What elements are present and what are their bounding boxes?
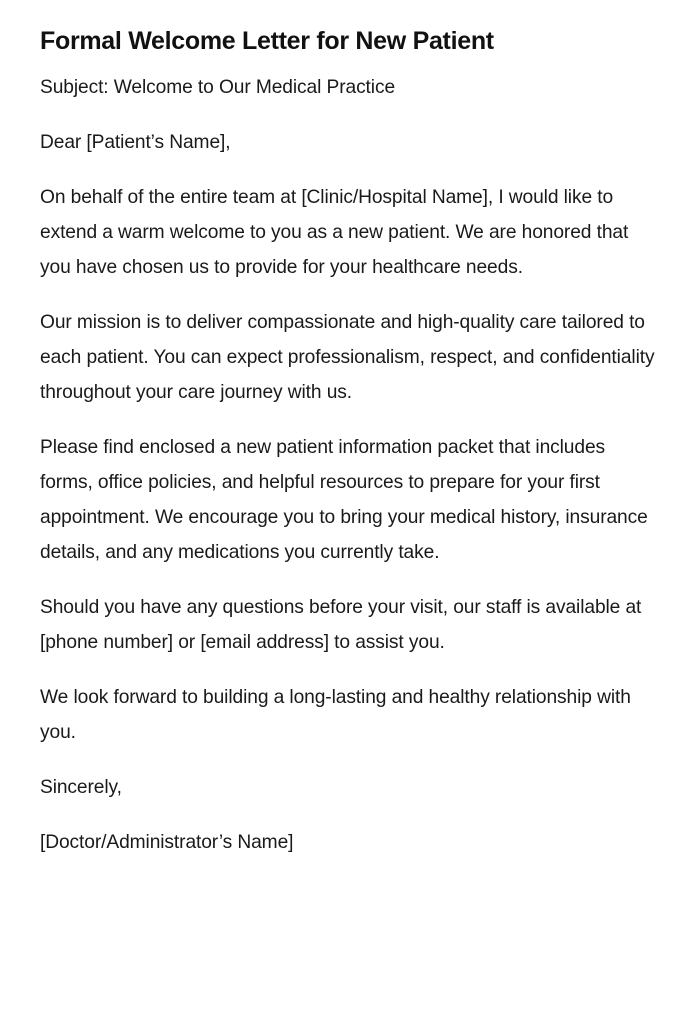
- greeting: Dear [Patient’s Name],: [40, 132, 231, 153]
- closing: Sincerely,: [40, 777, 122, 798]
- paragraph-packet: Please find enclosed a new patient information packet that includes forms, office policies, and helpful resources to prepare for your first appointment. We encourage you to bring your medical history, insurance details, and any medications you currently take.: [40, 437, 648, 563]
- document-title: Formal Welcome Letter for New Patient: [40, 27, 494, 55]
- subject-line: Subject: Welcome to Our Medical Practice: [40, 77, 396, 98]
- paragraph-contact: Should you have any questions before your visit, our staff is available at [phone number] or [email address] to assist you.: [40, 597, 642, 653]
- signature: [Doctor/Administrator’s Name]: [40, 832, 294, 853]
- paragraph-intro: On behalf of the entire team at [Clinic/Hospital Name], I would like to extend a warm welcome to you as a new patient. We are honored that you have chosen us to provide for your healthcare needs.: [40, 187, 629, 278]
- paragraph-closing-remark: We look forward to building a long-lasting and healthy relationship with you.: [40, 687, 631, 743]
- paragraph-mission: Our mission is to deliver compassionate and high-quality care tailored to each patient. You can expect professionalism, respect, and confidentiality throughout your care journey with us.: [40, 312, 655, 403]
